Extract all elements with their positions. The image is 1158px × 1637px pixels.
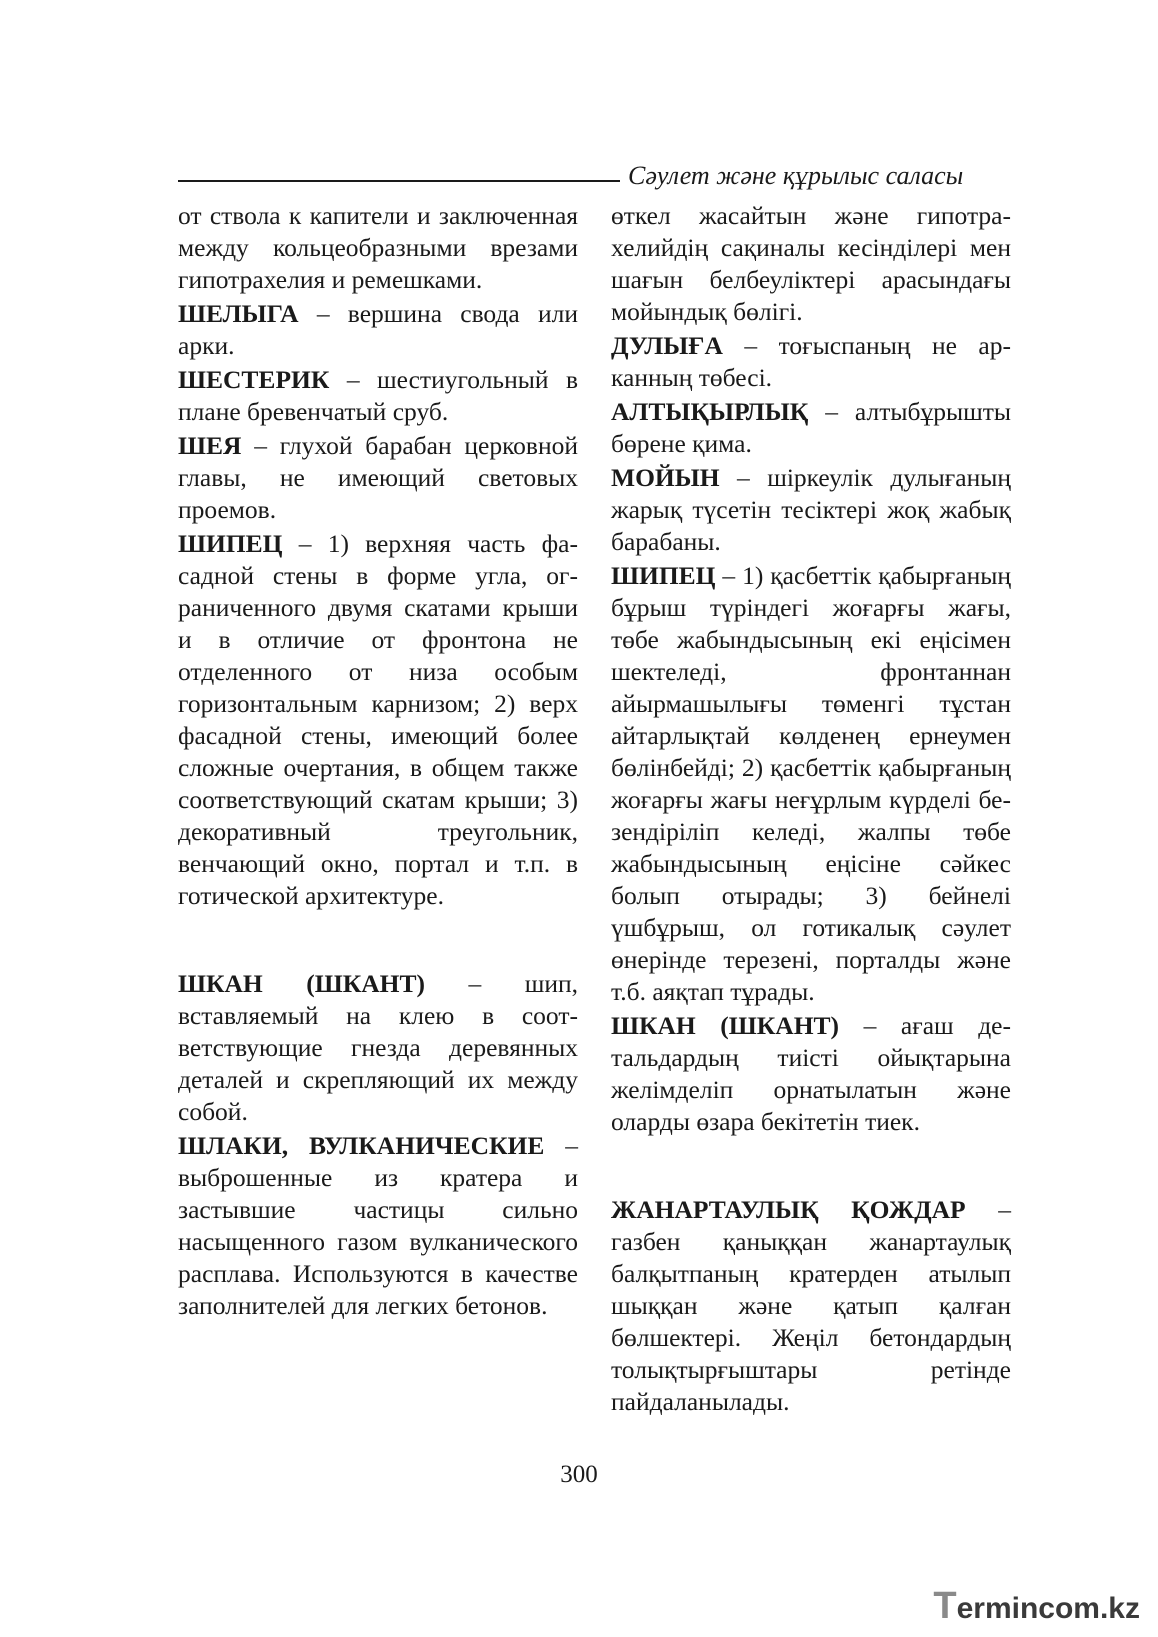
definition: – глухой барабан церковной главы, не имеющий световых проемов. <box>178 431 578 524</box>
definition: от ствола к капители и заключенная между кольцеобразными врезами гипотрахелия и ремешками. <box>178 201 578 294</box>
term: ШИПЕЦ <box>178 529 283 558</box>
entry-shipets-kz <box>611 560 1011 1008</box>
definition: – выброшенные из кратера и застывшие частицы сильно насыщенного газом вулканического расплава. Используются в качестве заполнителей для легких бетонов. <box>178 1131 578 1320</box>
entry-shkan-kz <box>611 1010 1011 1138</box>
term: ШЕСТЕРИК <box>178 365 330 394</box>
term: ШЛАКИ, ВУЛКАНИЧЕСКИЕ <box>178 1131 545 1160</box>
term: ШКАН (ШКАНТ) <box>178 969 425 998</box>
watermark-letter: T <box>933 1585 957 1627</box>
term: ЖАНАРТАУЛЫҚ ҚОЖДАР <box>611 1195 966 1224</box>
term: МОЙЫН <box>611 463 720 492</box>
entry-shipets <box>178 528 578 912</box>
running-head: Сәулет және құрылыс саласы <box>628 161 964 190</box>
header-rule <box>178 180 620 182</box>
watermark-text: ermincom.kz <box>956 1592 1140 1625</box>
term: ШЕЛЫГА <box>178 299 299 328</box>
entry-dulyga <box>611 330 1011 394</box>
definition: – ағаш детальдардың тиісті ойықтарына желімделіп орнатылатын және оларды өзара бекітетін тиек. <box>611 1011 1011 1136</box>
right-column <box>611 200 1011 1420</box>
watermark-logo <box>933 1585 1140 1627</box>
page-number: 300 <box>560 1461 598 1488</box>
term: ДУЛЫҒА <box>611 331 723 360</box>
entry-moiyn <box>611 462 1011 558</box>
definition: – 1) қасбеттік қабырғаның бұрыш түріндегі жоғарғы жағы, төбе жабындысының екі еңісімен шектеледі, фронтаннан айырмашылығы төменгі тұстан айтарлықтай көлденең ернеумен бөлінбейді; 2) қасбеттік қабырғаның жоғарғы жағы неғұрлым күрделі безендіріліп келеді, жалпы төбе жабындысының еңісіне сәйкес болып отырады; 3) бейнелі үшбұрыш, ол готикалық сәулет өнерінде терезені, порталды және т.б. аяқтап тұрады. <box>611 561 1011 1006</box>
term: ШЕЯ <box>178 431 242 460</box>
entry-continuation <box>178 200 578 296</box>
term: АЛТЫҚЫРЛЫҚ <box>611 397 809 426</box>
entry-continuation <box>611 200 1011 328</box>
definition: – шестиугольный в плане бревенчатый сруб. <box>178 365 578 426</box>
definition: – газбен қаныққан жанартаулық балқытпаның кратерден атылып шыққан және қатып қалған бөлшектері. Жеңіл бетондардың толықтырғыштары ретінде пайдаланылады. <box>611 1195 1011 1416</box>
definition: – 1) верхняя часть фасадной стены в форме угла, ограниченного двумя скатами крыши и в отличие от фронтона не отделенного от низа особым горизонтальным карнизом; 2) верх фасадной стены, имеющий более сложные очертания, в общем также соответствующий скатам крыши; 3) декоративный треугольник, венчающий окно, портал и т.п. в готической архитектуре. <box>178 529 578 910</box>
term: ШКАН (ШКАНТ) <box>611 1011 840 1040</box>
entry-shesterik <box>178 364 578 428</box>
entry-shkan <box>178 968 578 1128</box>
entry-zhanartaulyk <box>611 1194 1011 1418</box>
definition: – шіркеулік дулығаның жарық түсетін тесіктері жоқ жабық барабаны. <box>611 463 1011 556</box>
entry-shlaki <box>178 1130 578 1322</box>
left-column <box>178 200 578 1324</box>
definition: өткел жасайтын және гипотрахелийдің сақиналы кесінділері мен шағын белбеуліктері арасындағы мойындық бөлігі. <box>611 201 1011 326</box>
entry-shelyga <box>178 298 578 362</box>
definition: – вершина свода или арки. <box>178 299 578 360</box>
definition: – шип, вставляемый на клею в соответствующие гнезда деревянных деталей и скрепляющий их между собой. <box>178 969 578 1126</box>
definition: – алтыбұрышты бөрене қима. <box>611 397 1011 458</box>
definition: – тоғыспаның не арканның төбесі. <box>611 331 1011 392</box>
entry-sheya <box>178 430 578 526</box>
term: ШИПЕЦ <box>611 561 716 590</box>
entry-altykyrlyk <box>611 396 1011 460</box>
